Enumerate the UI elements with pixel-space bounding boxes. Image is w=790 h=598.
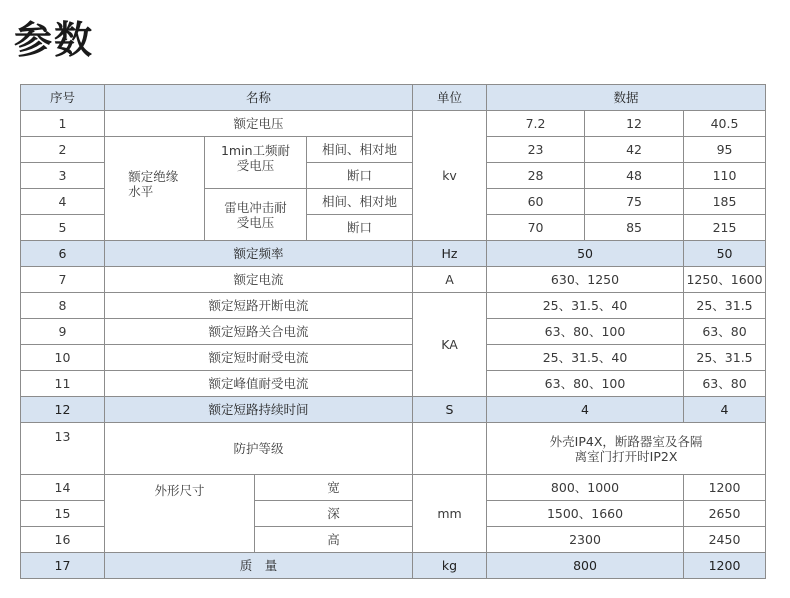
- row-no: 13: [21, 423, 105, 475]
- header-name: 名称: [105, 85, 413, 111]
- sub-label: 相间、相对地: [307, 137, 413, 163]
- table-row: [21, 423, 766, 475]
- row-name: 额定电压: [105, 111, 413, 137]
- sub-label: 断口: [307, 163, 413, 189]
- data-cell: 1500、1660: [487, 501, 684, 527]
- data-cell: 50: [684, 241, 766, 267]
- row-no: 17: [21, 553, 105, 579]
- unit-cell-mm: mm: [413, 475, 487, 553]
- row-no: 7: [21, 267, 105, 293]
- table-row: [21, 293, 766, 319]
- row-no: 12: [21, 397, 105, 423]
- unit-cell: Hz: [413, 241, 487, 267]
- data-cell: 63、80、100: [487, 319, 684, 345]
- sub-label: 相间、相对地: [307, 189, 413, 215]
- dimension-group-label: 外形尺寸: [105, 475, 255, 553]
- row-no: 1: [21, 111, 105, 137]
- data-cell: 70: [487, 215, 585, 241]
- row-name: 额定短路开断电流: [105, 293, 413, 319]
- header-no: 序号: [21, 85, 105, 111]
- data-cell: 4: [684, 397, 766, 423]
- data-cell: 2300: [487, 527, 684, 553]
- row-name: 额定短路持续时间: [105, 397, 413, 423]
- row-name: 额定峰值耐受电流: [105, 371, 413, 397]
- table-row: [21, 241, 766, 267]
- data-cell: 630、1250: [487, 267, 684, 293]
- row-no: 9: [21, 319, 105, 345]
- table-header-row: [21, 85, 766, 111]
- row-name: 额定短路关合电流: [105, 319, 413, 345]
- data-cell: 75: [585, 189, 684, 215]
- data-cell: 25、31.5: [684, 293, 766, 319]
- data-cell: 95: [684, 137, 766, 163]
- row-name: 防护等级: [105, 423, 413, 475]
- row-no: 10: [21, 345, 105, 371]
- data-cell: 63、80: [684, 371, 766, 397]
- lightning-impulse-label: 雷电冲击耐受电压: [205, 189, 307, 241]
- data-cell: 1250、1600: [684, 267, 766, 293]
- table-row: [21, 267, 766, 293]
- data-cell: 25、31.5: [684, 345, 766, 371]
- data-cell: 60: [487, 189, 585, 215]
- sub-label: 深: [255, 501, 413, 527]
- data-cell: 1200: [684, 475, 766, 501]
- row-name: 质 量: [105, 553, 413, 579]
- data-cell: 63、80、100: [487, 371, 684, 397]
- header-data: 数据: [487, 85, 766, 111]
- row-name: 额定电流: [105, 267, 413, 293]
- table-row: [21, 137, 766, 163]
- table-row: [21, 475, 766, 501]
- data-cell: 185: [684, 189, 766, 215]
- sub-label: 断口: [307, 215, 413, 241]
- row-name: 额定频率: [105, 241, 413, 267]
- row-name: 额定短时耐受电流: [105, 345, 413, 371]
- unit-cell: S: [413, 397, 487, 423]
- row-no: 3: [21, 163, 105, 189]
- data-cell: 42: [585, 137, 684, 163]
- row-no: 6: [21, 241, 105, 267]
- unit-cell-ka: KA: [413, 293, 487, 397]
- row-no: 16: [21, 527, 105, 553]
- row-no: 2: [21, 137, 105, 163]
- parameter-table: [20, 84, 766, 579]
- table-row: [21, 371, 766, 397]
- data-cell: 28: [487, 163, 585, 189]
- data-cell: 4: [487, 397, 684, 423]
- row-no: 8: [21, 293, 105, 319]
- data-cell: 1200: [684, 553, 766, 579]
- table-row: [21, 553, 766, 579]
- row-no: 11: [21, 371, 105, 397]
- row-no: 5: [21, 215, 105, 241]
- data-cell: 110: [684, 163, 766, 189]
- data-cell: 23: [487, 137, 585, 163]
- data-cell: 800: [487, 553, 684, 579]
- unit-cell-kv: kv: [413, 111, 487, 241]
- data-cell: 25、31.5、40: [487, 293, 684, 319]
- row-no: 4: [21, 189, 105, 215]
- data-cell: 63、80: [684, 319, 766, 345]
- data-cell: 2450: [684, 527, 766, 553]
- unit-cell: kg: [413, 553, 487, 579]
- data-cell: 85: [585, 215, 684, 241]
- sub-label: 高: [255, 527, 413, 553]
- unit-cell-empty: [413, 423, 487, 475]
- data-cell: 7.2: [487, 111, 585, 137]
- page-title: 参数: [14, 18, 95, 62]
- row-no: 14: [21, 475, 105, 501]
- power-frequency-label: 1min工频耐受电压: [205, 137, 307, 189]
- table-row: [21, 319, 766, 345]
- table-row: [21, 111, 766, 137]
- data-cell: 800、1000: [487, 475, 684, 501]
- row-no: 15: [21, 501, 105, 527]
- data-cell: 50: [487, 241, 684, 267]
- data-cell: 40.5: [684, 111, 766, 137]
- data-cell: 48: [585, 163, 684, 189]
- header-unit: 单位: [413, 85, 487, 111]
- data-cell: 215: [684, 215, 766, 241]
- table-row: [21, 397, 766, 423]
- sub-label: 宽: [255, 475, 413, 501]
- data-cell: 2650: [684, 501, 766, 527]
- table-row: [21, 345, 766, 371]
- data-cell: 12: [585, 111, 684, 137]
- unit-cell: A: [413, 267, 487, 293]
- protection-grade-value: 外壳IP4X，断路器室及各隔离室门打开时IP2X: [487, 423, 766, 475]
- insulation-group-label: 额定绝缘水平: [105, 137, 205, 241]
- data-cell: 25、31.5、40: [487, 345, 684, 371]
